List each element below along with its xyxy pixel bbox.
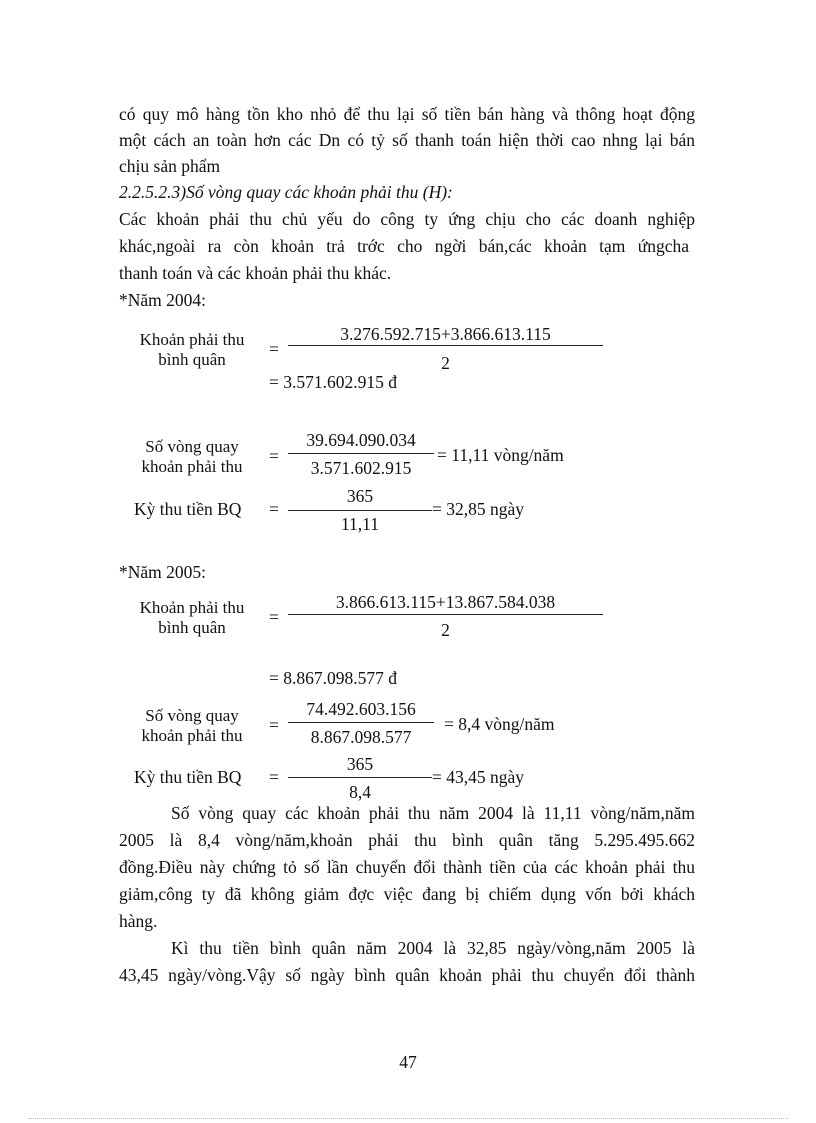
conclusion-p2-line-1: Kì thu tiền bình quân năm 2004 là 32,85 ngày/vòng,năm 2005 là: [171, 938, 695, 958]
fraction-bar: [288, 453, 434, 454]
turnover-label-line-1: Số vòng quay: [145, 437, 239, 456]
fraction-bar: [288, 614, 603, 615]
collection-days-label-2005: Kỳ thu tiền BQ: [134, 767, 242, 787]
conclusion-p1-line-2: 2005 là 8,4 vòng/năm,khoản phải thu bình quân tăng 5.295.495.662: [119, 830, 695, 850]
fraction-bar: [288, 722, 434, 723]
intro-line-2: một cách an toàn hơn các Dn có tỷ số thanh toán hiện thời cao nhng lại bán: [119, 130, 695, 150]
turnover-label-line-2: khoản phải thu: [141, 457, 243, 476]
turnover-denominator-2004: 3.571.602.915: [310, 458, 412, 478]
turnover-numerator-2004: 39.694.090.034: [306, 430, 416, 450]
avg-label-line-1: Khoản phải thu: [139, 598, 245, 617]
page-number: 47: [399, 1052, 417, 1072]
avg-result-2005: = 8.867.098.577 đ: [269, 668, 397, 688]
fraction-bar: [288, 777, 432, 778]
intro-line-3: chịu sản phẩm: [119, 156, 221, 176]
avg-label-line-2: bình quân: [158, 618, 226, 637]
page-edge-divider: [28, 1118, 788, 1119]
equals-sign: =: [269, 715, 279, 735]
equals-sign: =: [269, 607, 279, 627]
turnover-label-2005: [127, 706, 257, 746]
section-desc-line-3: thanh toán và các khoản phải thu khác.: [119, 263, 392, 283]
avg-label-line-1: Khoản phải thu: [139, 330, 245, 349]
section-desc-line-1: Các khoản phải thu chủ yếu do công ty ứng chịu cho các doanh nghiệp: [119, 209, 695, 229]
year-2004-title: *Năm 2004:: [119, 290, 207, 310]
fraction-bar: [288, 510, 432, 511]
days-result-2005: = 43,45 ngày: [432, 767, 525, 787]
fraction-bar: [288, 345, 603, 346]
days-numerator-2004: 365: [346, 486, 374, 506]
equals-sign: =: [269, 339, 279, 359]
turnover-label-line-2: khoản phải thu: [141, 726, 243, 745]
section-desc-line-2: khác,ngoài ra còn khoản trả trớc cho ngời bán,các khoản tạm ứngcha: [119, 236, 689, 256]
days-numerator-2005: 365: [346, 754, 374, 774]
avg-receivables-label-2005: [127, 598, 257, 638]
year-2005-title: *Năm 2005:: [119, 562, 207, 582]
intro-line-1: có quy mô hàng tồn kho nhỏ để thu lại số tiền bán hàng và thông hoạt động: [119, 104, 695, 124]
avg-denominator-2004: 2: [441, 353, 450, 373]
turnover-denominator-2005: 8.867.098.577: [310, 727, 412, 747]
collection-days-label-2004: Kỳ thu tiền BQ: [134, 499, 242, 519]
conclusion-p2-line-2: 43,45 ngày/vòng.Vậy số ngày bình quân khoản phải thu chuyển đổi thành: [119, 965, 695, 985]
avg-denominator-2005: 2: [441, 620, 450, 640]
turnover-label-line-1: Số vòng quay: [145, 706, 239, 725]
avg-label-line-2: bình quân: [158, 350, 226, 369]
section-heading: 2.2.5.2.3)Số vòng quay các khoản phải thu (H):: [119, 182, 453, 202]
turnover-label-2004: [127, 437, 257, 477]
turnover-result-2005: = 8,4 vòng/năm: [444, 714, 555, 734]
equals-sign: =: [269, 499, 279, 519]
conclusion-p1-line-1: Số vòng quay các khoản phải thu năm 2004 là 11,11 vòng/năm,năm: [171, 803, 695, 823]
equals-sign: =: [269, 767, 279, 787]
conclusion-p1-line-4: giảm,công ty đã không giảm đợc việc đang bị chiếm dụng vốn bởi khách: [119, 884, 695, 904]
days-denominator-2004: 11,11: [340, 514, 380, 534]
avg-receivables-label-2004: [127, 330, 257, 370]
avg-numerator-2004: 3.276.592.715+3.866.613.115: [340, 324, 551, 344]
avg-numerator-2005: 3.866.613.115+13.867.584.038: [335, 592, 556, 612]
turnover-result-2004: = 11,11 vòng/năm: [437, 445, 564, 465]
days-result-2004: = 32,85 ngày: [432, 499, 525, 519]
equals-sign: =: [269, 446, 279, 466]
avg-result-2004: = 3.571.602.915 đ: [269, 372, 397, 392]
turnover-numerator-2005: 74.492.603.156: [306, 699, 416, 719]
conclusion-p1-line-5: hàng.: [119, 911, 158, 931]
days-denominator-2005: 8,4: [349, 782, 371, 802]
conclusion-p1-line-3: đồng.Điều này chứng tỏ số lần chuyển đổi thành tiền của các khoản phải thu: [119, 857, 695, 877]
